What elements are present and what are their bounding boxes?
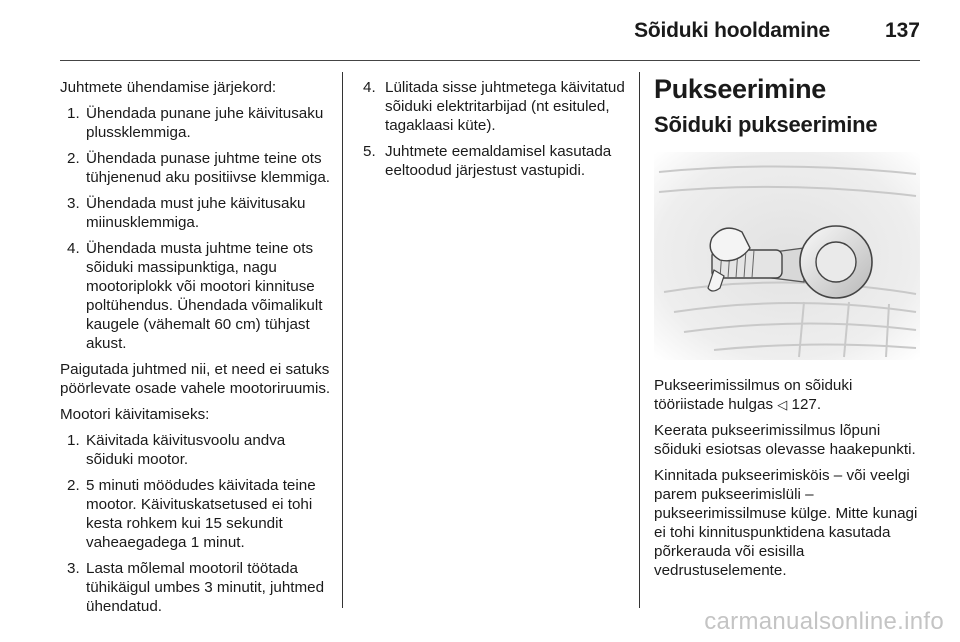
column-divider-2 <box>639 72 640 608</box>
list-number: 5. <box>363 143 376 160</box>
list-item <box>60 104 332 142</box>
tow-rope-paragraph: Kinnitada pukseerimisköis – või veelgi parem pukseerimislüli – pukseerimissilmuse külge. Mitte kunagi ei tohi kinnituspunktidena kasutada põrkerauda või esisilla vedrustuselemente. <box>654 467 918 579</box>
list-item <box>358 142 626 180</box>
screw-in-paragraph: Keerata pukseerimissilmus lõpuni sõiduki esiotsas olevasse haakepunkti. <box>654 422 916 458</box>
towing-eye-location-text: Pukseerimissilmus on sõiduki tööriistade hulgas <box>654 377 853 413</box>
list-text: Ühendada musta juhtme teine ots sõiduki massipunktiga, nagu mootoriplokk või mootori kinnituse poltühendus. Ühendada võimalikult kaugele (vähemalt 60 cm) tühjast akust. <box>86 240 323 352</box>
cable-paragraph: Paigutada juhtmed nii, et need ei satuks pöörlevate osade vahele mootoriruumis. <box>60 361 331 397</box>
page-number: 137 <box>884 19 920 42</box>
section-subheading: Sõiduki pukseerimine <box>654 112 878 137</box>
header-rule <box>60 60 920 61</box>
list-text: Juhtmete eemaldamisel kasutada eeltoodud järjestust vastupidi. <box>385 143 612 179</box>
page-ref-icon: ◁ <box>777 397 788 412</box>
list-item <box>60 559 332 616</box>
list-text: Käivitada käivitusvoolu andva sõiduki mootor. <box>86 432 286 468</box>
list-item <box>60 239 332 353</box>
list-text: Ühendada must juhe käivitusaku miinusklemmiga. <box>86 195 306 231</box>
list-item <box>60 431 332 469</box>
connection-intro: Juhtmete ühendamise järjekord: <box>60 79 277 96</box>
page-header <box>0 0 960 60</box>
continued-steps <box>358 78 626 180</box>
header-title: Sõiduki hooldamine <box>634 19 830 42</box>
list-number: 4. <box>67 240 80 257</box>
column-3 <box>654 74 924 587</box>
list-text: Ühendada punase juhtme teine ots tühjenenud aku positiivse klemmiga. <box>86 150 330 186</box>
list-number: 3. <box>67 195 80 212</box>
list-text: 5 minuti möödudes käivitada teine mootor. Käivituskatsetused ei tohi kesta rohkem kui 15 sekundit vaheaegadega 1 minut. <box>86 477 316 551</box>
list-item <box>60 149 332 187</box>
towing-eye-location <box>654 376 924 414</box>
list-number: 1. <box>67 432 80 449</box>
list-number: 4. <box>363 79 376 96</box>
list-number: 1. <box>67 105 80 122</box>
list-number: 3. <box>67 560 80 577</box>
start-intro: Mootori käivitamiseks: <box>60 406 210 423</box>
list-item <box>358 78 626 135</box>
towing-eye-illustration <box>654 152 920 360</box>
page-reference[interactable]: 127. <box>791 396 822 413</box>
start-steps <box>60 431 332 616</box>
column-2 <box>358 78 626 187</box>
list-item <box>60 476 332 552</box>
list-number: 2. <box>67 477 80 494</box>
watermark: carmanualsonline.info <box>704 608 944 635</box>
list-text: Lasta mõlemal mootoril töötada tühikäigul umbes 3 minutit, juhtmed ühendatud. <box>86 560 325 615</box>
connection-steps <box>60 104 332 353</box>
list-text: Lülitada sisse juhtmetega käivitatud sõiduki elektritarbijad (nt esituled, tagaklaasi küte). <box>385 79 625 134</box>
list-text: Ühendada punane juhe käivitusaku plussklemmiga. <box>86 105 324 141</box>
column-divider-1 <box>342 72 343 608</box>
section-heading: Pukseerimine <box>654 74 826 104</box>
list-item <box>60 194 332 232</box>
list-number: 2. <box>67 150 80 167</box>
column-1 <box>60 78 332 623</box>
